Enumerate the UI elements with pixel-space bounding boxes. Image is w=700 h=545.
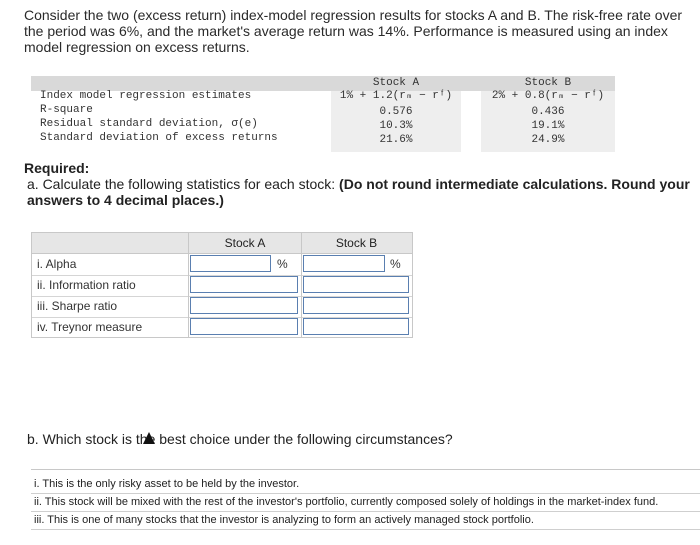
regression-a-rsquare: 0.576 [379,106,413,118]
part-b-item[interactable] [31,476,700,494]
answer-row-sharpe-ratio [32,296,412,318]
alpha-stock-b-percent: % [390,257,401,271]
answer-row-information-ratio [32,275,412,297]
answer-row-alpha [32,254,412,276]
answer-header-stock-b: Stock B [335,236,378,250]
regression-row-label: R-square [40,104,93,116]
regression-row-label: Residual standard deviation, σ(e) [40,118,258,130]
regression-header-stock-b: Stock B [524,77,572,89]
information-ratio-stock-b-input[interactable] [303,276,409,293]
sharpe-ratio-stock-a-input[interactable] [190,297,298,314]
regression-b-estimate: 2% + 0.8(rₘ − rᶠ) [491,90,605,102]
part-b-item-text: i. This is the only risky asset to be held by the investor. [34,478,300,490]
answer-row-label: iii. Sharpe ratio [37,299,118,313]
answer-row-label: ii. Information ratio [37,278,136,292]
part-b-item[interactable] [31,494,700,512]
regression-a-estimate: 1% + 1.2(rₘ − rᶠ) [339,90,453,102]
regression-row-label: Standard deviation of excess returns [40,132,278,144]
mouse-cursor-icon [143,432,155,444]
regression-header-stock-a: Stock A [372,77,420,89]
part-b-item-text: iii. This is one of many stocks that the investor is analyzing to form an actively managed stock portfolio. [34,514,534,526]
answer-column-divider [301,233,302,337]
required-heading: Required: [24,160,90,176]
answer-table-header [32,233,412,254]
regression-a-residual-sd: 10.3% [379,120,413,132]
part-b-item[interactable] [31,512,700,530]
part-a-rounding-note: (Do not round intermediate calculations. Round your answers to 4 decimal places.) [27,176,690,208]
part-a-text: a. Calculate the following statistics for each stock: [27,176,340,192]
alpha-stock-b-input[interactable] [303,255,385,272]
problem-intro: Consider the two (excess return) index-model regression results for stocks A and B. The risk-free rate over the period was 6%, and the market's average return was 14%. Performance is measured using an index model regression on excess returns. [24,7,683,55]
regression-table [31,72,615,152]
regression-row-label: Index model regression estimates [40,90,252,102]
part-b-item-text: ii. This stock will be mixed with the rest of the investor's portfolio, currently composed solely of holdings in the market-index fund. [34,496,659,508]
treynor-stock-a-input[interactable] [190,318,298,335]
answer-table [31,232,413,338]
answer-header-stock-a: Stock A [224,236,266,250]
answer-column-divider [188,233,189,337]
regression-b-residual-sd: 19.1% [531,120,565,132]
part-b-question: b. Which stock is the best choice under the following circumstances? [27,431,453,447]
alpha-stock-a-input[interactable] [190,255,271,272]
regression-b-rsquare: 0.436 [531,106,565,118]
answer-row-label: i. Alpha [37,257,77,271]
information-ratio-stock-a-input[interactable] [190,276,298,293]
part-a-instructions [27,176,697,208]
alpha-stock-a-percent: % [277,257,288,271]
part-b-table [31,469,700,542]
treynor-stock-b-input[interactable] [303,318,409,335]
regression-b-excess-sd: 24.9% [531,134,565,146]
answer-row-treynor-measure [32,317,412,338]
answer-row-label: iv. Treynor measure [37,320,143,334]
sharpe-ratio-stock-b-input[interactable] [303,297,409,314]
regression-a-excess-sd: 21.6% [379,134,413,146]
